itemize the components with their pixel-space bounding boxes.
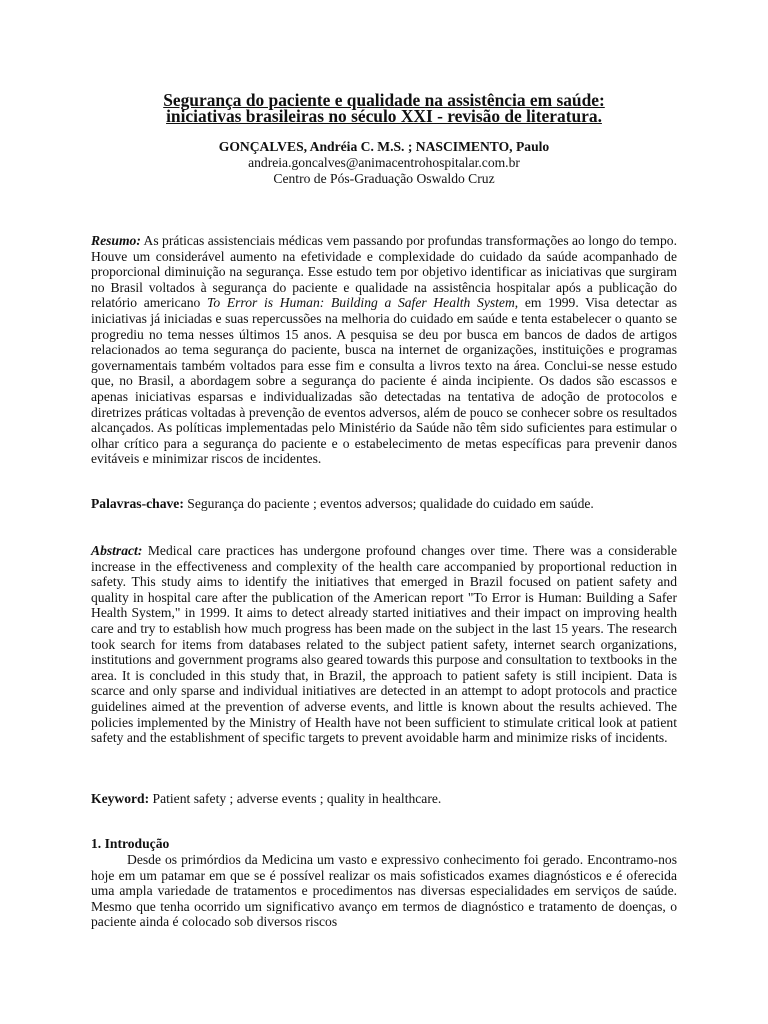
keyword-label: Keyword:: [91, 791, 150, 806]
title-line-1: Segurança do paciente e qualidade na assistência em saúde:: [163, 90, 605, 110]
palavras-chave-label: Palavras-chave:: [91, 496, 184, 511]
author-affiliation: Centro de Pós-Graduação Oswaldo Cruz: [273, 171, 495, 186]
author-block: [90, 139, 678, 187]
abstract-text: Medical care practices has undergone profound changes over time. There was a considerable increase in the effectiveness and complexity of the health care accompanied by proportional reduction in safety. This study aims to identify the initiatives that emerged in Brazil focused on patient safety and quality in hospital care after the publication of the American report "To Error is Human: Building a Safer Health System," in 1999. It aims to detect already started initiatives and their impact on improving health care and try to establish how much progress has been made on the subject in the last 15 years. The research took search for items from databases related to the subject patient safety, internet search organizations, institutions and government programs also geared towards this purpose and consultation to textbooks in the area. It is concluded in this study that, in Brazil, the approach to patient safety is still incipient. Data is scarce and only sparse and individual initiatives are detected in an attempt to adopt protocols and practice guidelines aimed at the prevention of adverse events, and little is known about the results achieved. The policies implemented by the Ministry of Health have not been sufficient to stimulate critical look at patient safety and the establishment of specific targets to prevent avoidable harm and minimize risks of incidents.: [91, 543, 677, 746]
paper-title: [90, 92, 678, 124]
abstract-paragraph: [91, 543, 677, 746]
abstract-label: Abstract:: [91, 543, 143, 558]
resumo-paragraph: [91, 233, 677, 467]
author-names: GONÇALVES, Andréia C. M.S. ; NASCIMENTO, Paulo: [218, 139, 550, 154]
author-email: andreia.goncalves@animacentrohospitalar.com.br: [248, 155, 520, 170]
palavras-chave-text: Segurança do paciente ; eventos adversos; qualidade do cuidado em saúde.: [183, 496, 594, 511]
title-line-2: iniciativas brasileiras no século XXI - revisão de literatura.: [166, 106, 602, 126]
section-heading-introducao: 1. Introdução: [91, 836, 170, 851]
resumo-text-2: , em 1999. Visa detectar as iniciativas já iniciadas e suas repercussões na melhoria do cuidado em saúde e tenta estabelecer o quanto se progrediu no tema nesses últimos 15 anos. A pesquisa se deu por busca em bancos de dados de artigos relacionados ao tema segurança do paciente, busca na internet de organizações, instituições e programas governamentais também voltados para esse fim e consulta a livros texto na área. Conclui-se nesse estudo que, no Brasil, a abordagem sobre a segurança do paciente é ainda incipiente. Os dados são escassos e apenas iniciativas esparsas e individualizadas são detectadas na tentativa de adoção de protocolos e diretrizes práticas voltadas à prevenção de eventos adversos, além de pouco se conhecer sobre os resultados alcançados. As políticas implementadas pelo Ministério da Saúde não têm sido suficientes para estimular o olhar crítico para a segurança do paciente e o estabelecimento de metas específicas para prevenir danos evitáveis e minimizar riscos de incidentes.: [91, 295, 677, 467]
keyword-paragraph: [91, 791, 677, 807]
introducao-paragraph: Desde os primórdios da Medicina um vasto e expressivo conhecimento foi gerado. Encontramo-nos hoje em um patamar em que se é possível realizar os mais sofisticados exames diagnósticos e é oferecida uma ampla variedade de tratamentos e procedimentos nas diversas especialidades em serviços de saúde. Mesmo que tenha ocorrido um significativo avanço em termos de diagnóstico e tratamento de doenças, o paciente ainda é colocado sob diversos riscos: [91, 852, 677, 930]
resumo-text-1: As práticas assistenciais médicas vem passando por profundas transformações ao longo do tempo. Houve um considerável aumento na efetividade e complexidade do cuidado da saúde acompanhado de proporcional diminuição na segurança. Esse estudo tem por objetivo identificar as iniciativas que surgiram no Brasil voltados à segurança do paciente e qualidade na assistência hospitalar após a publicação do relatório americano: [91, 233, 677, 311]
resumo-label: Resumo:: [91, 233, 141, 248]
palavras-chave-paragraph: [91, 496, 677, 512]
resumo-report-title: To Error is Human: Building a Safer Health System: [207, 295, 515, 311]
keyword-text: Patient safety ; adverse events ; quality in healthcare.: [149, 791, 442, 806]
